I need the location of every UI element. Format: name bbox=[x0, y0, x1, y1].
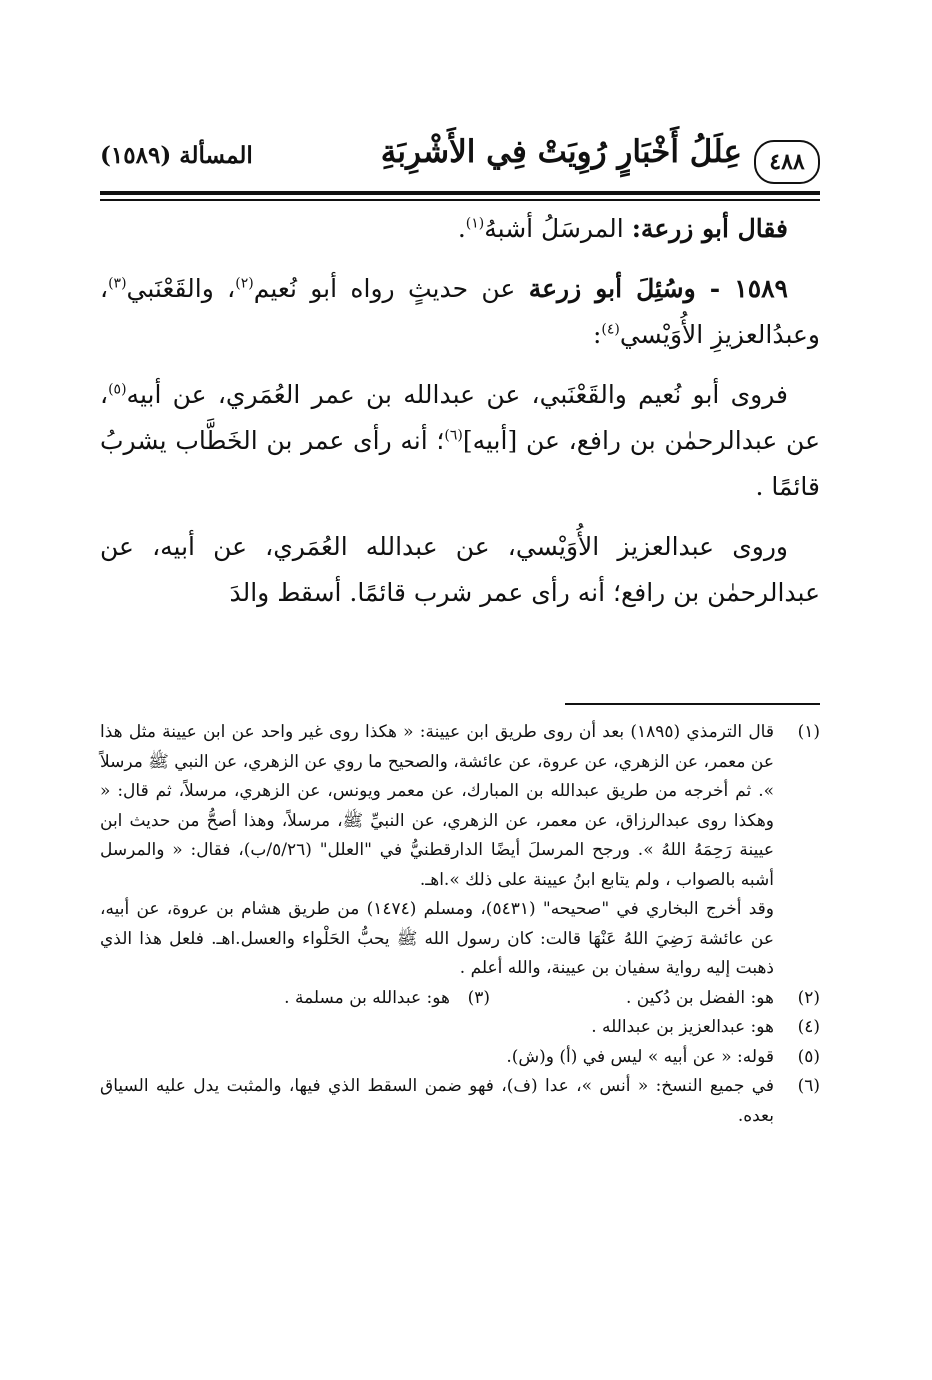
footnote-row-2-3 bbox=[100, 984, 820, 1014]
footnote-ref-1: (١) bbox=[465, 215, 485, 232]
speaker-label: فقال أبو زرعة: bbox=[631, 214, 788, 243]
book-page bbox=[100, 0, 820, 1380]
footnote-separator bbox=[565, 703, 820, 705]
paragraph-text: فروى أبو نُعيم والقَعْنَبي، عن عبدالله بن عمر العُمَري، عن أبيه bbox=[126, 380, 788, 409]
book-title: عِلَلُ أَخْبَارٍ رُوِيَتْ فِي الأَشْرِبَةِ bbox=[380, 134, 742, 170]
paragraph-text: عن حديثٍ رواه أبو نُعيم bbox=[253, 274, 529, 303]
footnote-continuation: وقد أخرج البخاري في "صحيحه" (٥٤٣١)، ومسلم (١٤٧٤) من طريق هشام بن عروة، عن أبيه، عن عائشة رَضِيَ اللهُ عَنْهَا قالت: كان رسول الله ﷺ يحبُّ الحَلْواء والعسل.اهـ. فلعل هذا الذي ذهبت إليه رواية سفيان بن عيينة، والله أعلم . bbox=[100, 899, 775, 978]
footnote-ref-6: (٦) bbox=[444, 427, 463, 444]
footnote-ref-5: (٥) bbox=[108, 381, 127, 398]
footnote-text: هو: الفضل بن دُكين . bbox=[625, 987, 774, 1008]
footnote-number: (٥) bbox=[797, 1046, 820, 1067]
paragraph-text: المرسَلُ أشبهُ bbox=[484, 214, 632, 243]
paragraph-text: ، والقَعْنَبي bbox=[126, 274, 236, 303]
question-heading: ١٥٨٩ - وسُئِلَ أبو زرعة bbox=[528, 274, 788, 303]
footnote-3 bbox=[284, 984, 490, 1014]
page-number: ٤٨٨ bbox=[754, 140, 820, 184]
footnote-4 bbox=[100, 1013, 820, 1043]
footnote-number: (٤) bbox=[797, 1017, 820, 1037]
running-header bbox=[100, 130, 820, 190]
footnote-6 bbox=[100, 1072, 820, 1131]
paragraph-text: ، وعبدُالعزيزِ الأُوَيْسي bbox=[100, 274, 820, 349]
footnote-1 bbox=[100, 718, 820, 984]
paragraph-4: وروى عبدالعزيز الأُوَيْسي، عن عبدالله العُمَري، عن أبيه، عن عبدالرحمٰن بن رافع؛ أنه رأى عمر شرب قائمًا. أسقط والدَ bbox=[100, 532, 820, 607]
paragraph-1 bbox=[100, 206, 820, 252]
paragraph-2 bbox=[100, 266, 820, 358]
footnote-number: (٣) bbox=[467, 987, 490, 1008]
footnote-ref-2: (٢) bbox=[235, 275, 254, 292]
footnote-number: (٦) bbox=[797, 1076, 820, 1096]
footnote-5 bbox=[100, 1043, 820, 1073]
paragraph-text: ، عن عبدالرحمٰن بن رافع، عن [أبيه] bbox=[100, 380, 820, 455]
footnote-number: (١) bbox=[797, 722, 820, 742]
footnote-2 bbox=[490, 984, 820, 1014]
footnote-text: في جميع النسخ: « أنس »، عدا (ف)، فهو ضمن السقط الذي فيها، والمثبت يدل عليه السياق بعده. bbox=[100, 1076, 774, 1126]
footnote-text: هو: عبدالله بن مسلمة . bbox=[284, 987, 450, 1008]
paragraph-3 bbox=[100, 372, 820, 510]
footnote-text: قال الترمذي (١٨٩٥) بعد أن روى طريق ابن عيينة: « هكذا روى غير واحد عن ابن عيينة مثل هذا عن معمر، عن الزهري، عن عروة، عن عائشة، والصحيح ما روي عن الزهري، عن النبي ﷺ مرسلاً ». ثم أخرجه من طريق عبدالله بن المبارك، عن معمر ويونس، عن الزهري، مرسلاً، ثم قال: « وهكذا روى عبدالرزاق، عن معمر، عن الزهري، عن النبيِّ ﷺ، مرسلاً، وهذا أصحُّ من حديث ابن عيينة رَحِمَهُ اللهُ ». ورجح المرسلَ أيضًا الدارقطنيُّ في "العلل" (٥/٢٦/ب)، فقال: « والمرسل أشبه بالصواب ، ولم يتابع ابنُ عيينة على ذلك ».اهـ. bbox=[100, 722, 775, 890]
footnote-number: (٢) bbox=[797, 987, 820, 1008]
paragraph-text: ؛ أنه رأى عمر بن الخَطَّاب يشربُ قائمًا . bbox=[100, 426, 820, 501]
footnote-ref-4: (٤) bbox=[601, 321, 620, 338]
header-rule-thin bbox=[100, 199, 820, 201]
footnote-ref-3: (٣) bbox=[108, 275, 127, 292]
footnote-text: هو: عبدالعزيز بن عبدالله . bbox=[591, 1017, 774, 1037]
paragraph-text: . bbox=[457, 214, 466, 243]
footnote-text: قوله: « عن أبيه » ليس في (أ) و(ش). bbox=[506, 1046, 774, 1067]
issue-label: المسألة (١٥٨٩) bbox=[100, 142, 253, 169]
footnotes bbox=[100, 718, 820, 1131]
paragraph-text: : bbox=[592, 320, 602, 349]
main-text bbox=[100, 206, 820, 630]
header-rule-thick bbox=[100, 191, 820, 195]
